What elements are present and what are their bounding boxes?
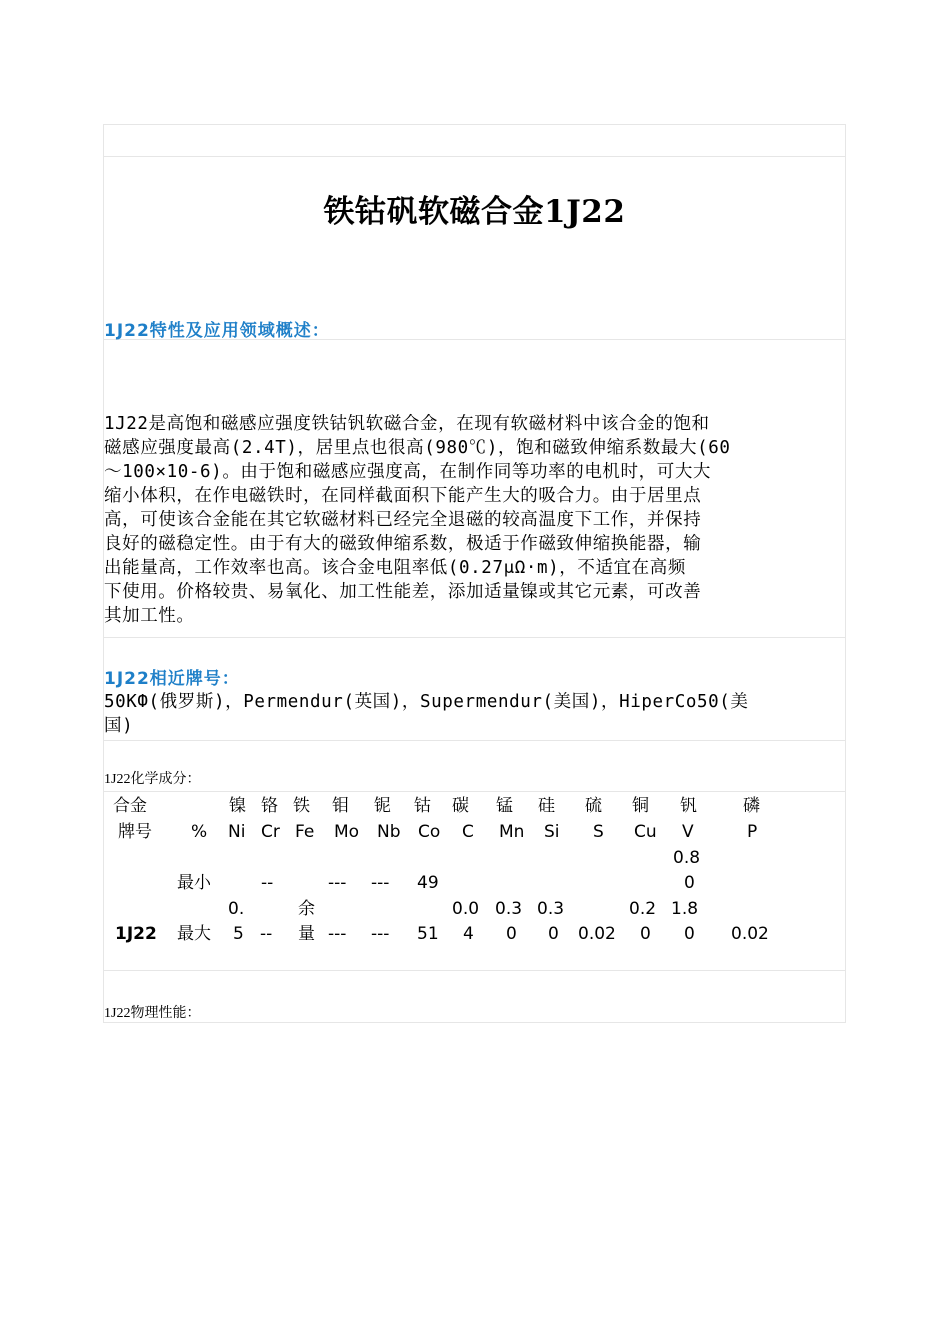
table-header: Ni: [228, 822, 246, 842]
table-header: Co: [418, 822, 441, 842]
table-header: 硫: [585, 796, 602, 816]
table-header: 磷: [743, 796, 760, 816]
table-header: 钴: [414, 796, 431, 816]
table-header: 合金: [113, 796, 147, 816]
paragraph-line: ～100×10-6)。由于饱和磁感应强度高，在制作同等功率的电机时，可大大: [104, 462, 712, 482]
table-cell: 0.3: [537, 899, 565, 919]
page-title: 铁钴矾软磁合金1J22: [323, 194, 626, 230]
table-header: Mo: [334, 822, 360, 842]
table-cell: 5: [233, 924, 244, 944]
table-cell: 0.8: [673, 848, 701, 868]
paragraph-line: 出能量高，工作效率也高。该合金电阻率低(0.27μΩ·m)，不适宜在高频: [104, 558, 686, 578]
table-header: C: [462, 822, 474, 842]
physical-properties-label: 1J22物理性能：: [104, 1006, 201, 1021]
table-cell: 0.0: [452, 899, 480, 919]
table-cell: ---: [328, 924, 347, 944]
table-header: 钼: [332, 796, 349, 816]
table-cell: 0.02: [578, 924, 616, 944]
divider: [103, 637, 846, 638]
table-cell: 量: [298, 924, 315, 944]
divider: [103, 740, 846, 741]
table-header: Mn: [499, 822, 525, 842]
section-heading-overview: 1J22特性及应用领域概述：: [104, 321, 330, 341]
divider: [103, 156, 846, 157]
table-cell: ---: [371, 873, 390, 893]
paragraph-line: 缩小体积，在作电磁铁时，在同样截面积下能产生大的吸合力。由于居里点: [104, 486, 702, 506]
divider: [103, 970, 846, 971]
paragraph-line: 磁感应强度最高(2.4T)，居里点也很高(980℃)，饱和磁致伸缩系数最大(60: [104, 438, 731, 458]
table-header: Fe: [295, 822, 315, 842]
table-cell: 1.8: [671, 899, 699, 919]
section-heading-similar-grades: 1J22相近牌号：: [104, 669, 240, 689]
table-cell: 49: [417, 873, 439, 893]
table-header: 铬: [261, 796, 278, 816]
table-header: %: [191, 822, 208, 842]
paragraph-line: 1J22是高饱和磁感应强度铁钴钒软磁合金，在现有软磁材料中该合金的饱和: [104, 414, 710, 434]
table-header: 牌号: [118, 822, 152, 842]
table-header: 镍: [229, 796, 246, 816]
table-header: 锰: [496, 796, 513, 816]
similar-grades-paragraph: [104, 690, 846, 738]
table-cell: 0.02: [731, 924, 769, 944]
paragraph-line: 高，可使该合金能在其它软磁材料已经完全退磁的较高温度下工作，并保持: [104, 510, 702, 530]
table-cell: 0.: [228, 899, 245, 919]
paragraph-line: 其加工性。: [104, 606, 195, 626]
table-cell: 0: [506, 924, 517, 944]
table-cell: 最大: [177, 924, 211, 944]
table-header: P: [747, 822, 758, 842]
table-cell: 余: [298, 899, 315, 919]
table-cell: --: [260, 924, 273, 944]
table-header: S: [593, 822, 604, 842]
table-header: Cr: [261, 822, 280, 842]
divider: [103, 791, 846, 792]
table-cell: 0.2: [629, 899, 657, 919]
table-cell: 51: [417, 924, 439, 944]
table-cell: 0: [684, 873, 695, 893]
table-cell: 0: [684, 924, 695, 944]
table-cell: ---: [328, 873, 347, 893]
table-cell: --: [261, 873, 274, 893]
paragraph-line: 下使用。价格较贵、易氧化、加工性能差，添加适量镍或其它元素，可改善: [104, 582, 702, 602]
table-header: Nb: [377, 822, 401, 842]
table-header: 铌: [374, 796, 391, 816]
table-header: 铜: [632, 796, 649, 816]
table-header: 碳: [452, 796, 469, 816]
table-cell: 0.3: [495, 899, 523, 919]
table-header: Si: [544, 822, 560, 842]
table-cell: ---: [371, 924, 390, 944]
overview-paragraph: [104, 412, 846, 628]
table-header: Cu: [634, 822, 657, 842]
chemical-composition-label: 1J22化学成分：: [104, 772, 201, 787]
table-header: V: [682, 822, 694, 842]
table-grade: 1J22: [115, 924, 157, 944]
table-cell: 4: [463, 924, 474, 944]
table-cell: 0: [548, 924, 559, 944]
table-header: 钒: [680, 796, 697, 816]
paragraph-line: 50КФ(俄罗斯)，Permendur(英国)，Supermendur(美国)，HiperCo50(美: [104, 692, 749, 712]
table-header: 铁: [293, 796, 310, 816]
paragraph-line: 国): [104, 716, 134, 736]
table-header: 硅: [538, 796, 555, 816]
table-cell: 0: [640, 924, 651, 944]
table-cell: 最小: [177, 873, 211, 893]
paragraph-line: 良好的磁稳定性。由于有大的磁致伸缩系数，极适于作磁致伸缩换能器，输: [104, 534, 702, 554]
